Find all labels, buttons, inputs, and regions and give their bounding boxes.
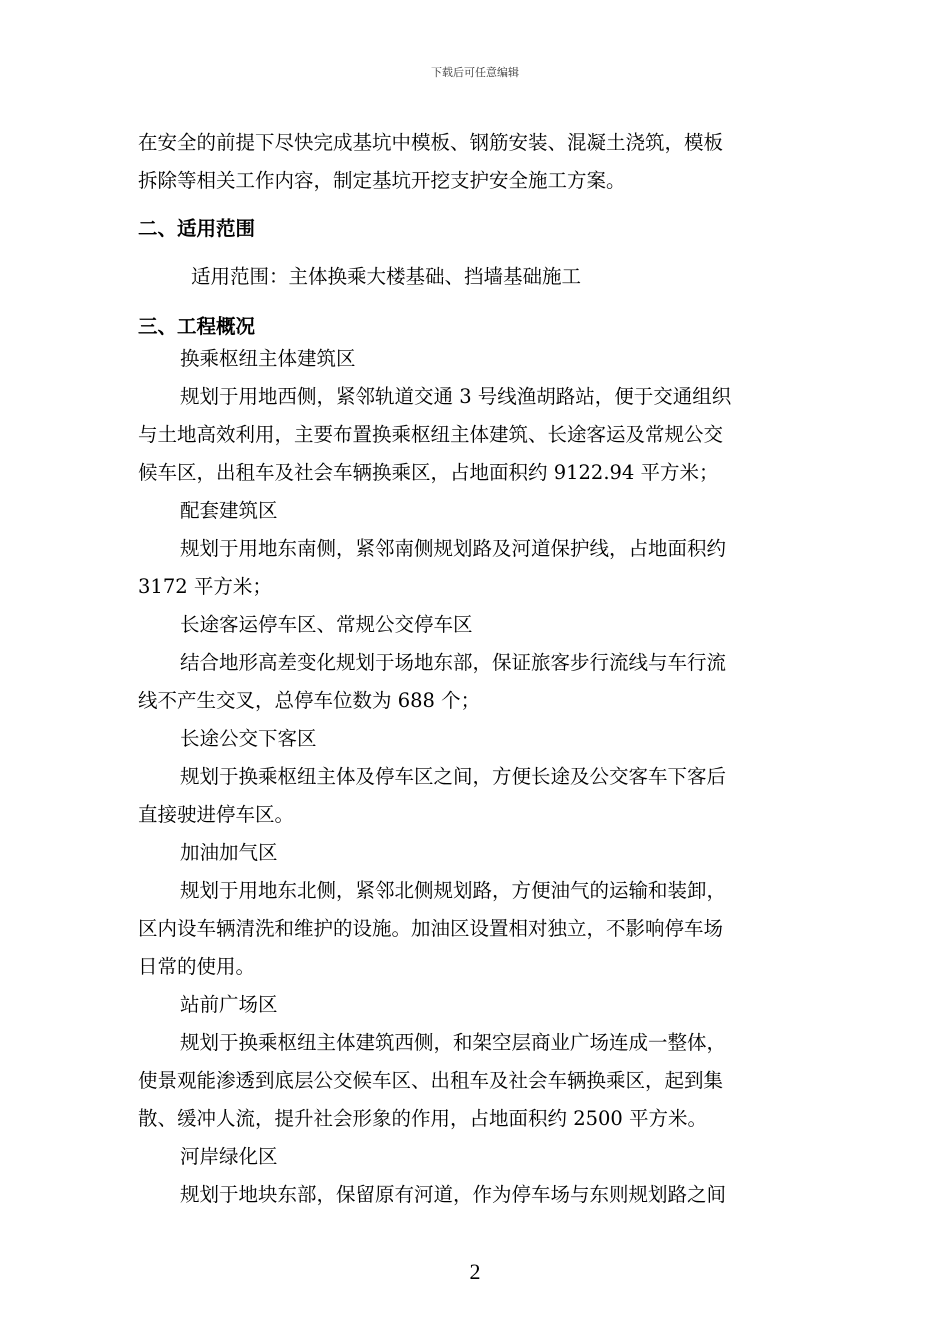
page-number: 2	[469, 1259, 481, 1284]
zone-title: 配套建筑区	[180, 499, 278, 522]
zone-text-line: 候车区，出租车及社会车辆换乘区，占地面积约 9122.94 平方米；	[138, 461, 719, 484]
zone-text-line: 使景观能渗透到底层公交候车区、出租车及社会车辆换乘区，起到集	[138, 1069, 724, 1092]
zone-text-line: 规划于用地东北侧，紧邻北侧规划路，方便油气的运输和装卸，	[180, 879, 727, 902]
zone-text-line: 规划于换乘枢纽主体及停车区之间，方便长途及公交客车下客后	[180, 765, 727, 788]
zone-title: 加油加气区	[180, 841, 278, 864]
zone-text-line: 规划于换乘枢纽主体建筑西侧，和架空层商业广场连成一整体，	[180, 1031, 727, 1054]
intro-line-1: 在安全的前提下尽快完成基坑中模板、钢筋安装、混凝土浇筑，模板	[138, 131, 724, 154]
zone-text-line: 直接驶进停车区。	[138, 803, 295, 826]
zone-text-line: 规划于用地西侧，紧邻轨道交通 3 号线渔胡路站，便于交通组织	[180, 385, 732, 408]
section-heading-scope: 二、适用范围	[138, 217, 256, 240]
section-heading-overview: 三、工程概况	[138, 315, 256, 338]
zone-text-line: 规划于用地东南侧，紧邻南侧规划路及河道保护线，占地面积约	[180, 537, 727, 560]
page-header-note: 下载后可任意编辑	[431, 66, 519, 79]
zone-text-line: 散、缓冲人流，提升社会形象的作用，占地面积约 2500 平方米。	[138, 1107, 708, 1130]
zone-text-line: 规划于地块东部，保留原有河道，作为停车场与东则规划路之间	[180, 1183, 727, 1206]
zone-text-line: 与土地高效利用，主要布置换乘枢纽主体建筑、长途客运及常规公交	[138, 423, 724, 446]
zone-title: 长途客运停车区、常规公交停车区	[180, 613, 473, 636]
scope-text: 适用范围：主体换乘大楼基础、挡墙基础施工	[191, 265, 582, 288]
zone-title: 换乘枢纽主体建筑区	[180, 347, 356, 370]
zone-text-line: 结合地形高差变化规划于场地东部，保证旅客步行流线与车行流	[180, 651, 727, 674]
zone-text-line: 日常的使用。	[138, 955, 256, 978]
document-body	[138, 124, 818, 1214]
zone-list	[138, 340, 818, 1214]
zone-title: 长途公交下客区	[180, 727, 317, 750]
zone-text-line: 线不产生交叉，总停车位数为 688 个；	[138, 689, 481, 712]
zone-title: 河岸绿化区	[180, 1145, 278, 1168]
zone-text-line: 区内设车辆清洗和维护的设施。加油区设置相对独立，不影响停车场	[138, 917, 724, 940]
zone-title: 站前广场区	[180, 993, 278, 1016]
zone-text-line: 3172 平方米；	[138, 575, 272, 598]
intro-line-2: 拆除等相关工作内容，制定基坑开挖支护安全施工方案。	[138, 169, 626, 192]
